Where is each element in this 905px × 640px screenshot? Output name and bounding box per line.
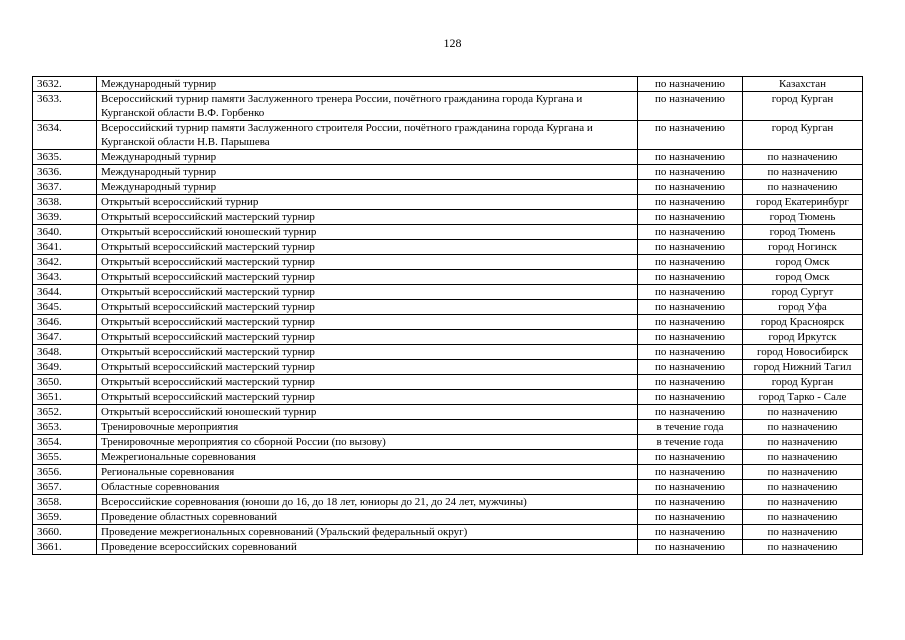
event-place: город Омск [743,255,863,270]
row-number: 3640. [33,225,97,240]
event-place: по назначению [743,150,863,165]
table-row [33,195,863,210]
table-row [33,240,863,255]
event-date: по назначению [638,180,743,195]
event-name: Открытый всероссийский мастерский турнир [97,270,638,285]
row-number: 3639. [33,210,97,225]
row-number: 3660. [33,525,97,540]
event-name: Открытый всероссийский мастерский турнир [97,210,638,225]
row-number: 3649. [33,360,97,375]
event-date: в течение года [638,420,743,435]
row-number: 3652. [33,405,97,420]
event-place: по назначению [743,480,863,495]
event-name: Открытый всероссийский мастерский турнир [97,330,638,345]
event-place: город Курган [743,121,863,150]
row-number: 3656. [33,465,97,480]
table-row [33,465,863,480]
table-row [33,255,863,270]
event-date: по назначению [638,525,743,540]
table-row [33,495,863,510]
event-place: город Тюмень [743,225,863,240]
event-date: по назначению [638,360,743,375]
event-place: по назначению [743,510,863,525]
table-row [33,405,863,420]
table-row [33,300,863,315]
event-place: по назначению [743,405,863,420]
table-row [33,121,863,150]
row-number: 3651. [33,390,97,405]
row-number: 3641. [33,240,97,255]
event-place: город Иркутск [743,330,863,345]
event-name: Областные соревнования [97,480,638,495]
row-number: 3632. [33,77,97,92]
table-row [33,390,863,405]
event-name: Открытый всероссийский юношеский турнир [97,405,638,420]
event-place: по назначению [743,450,863,465]
table-row [33,525,863,540]
event-place: по назначению [743,495,863,510]
row-number: 3645. [33,300,97,315]
event-place: город Екатеринбург [743,195,863,210]
event-name: Всероссийский турнир памяти Заслуженного тренера России, почётного гражданина города Кургана и Курганской области В.Ф. Горбенко [97,92,638,121]
table-row [33,77,863,92]
table-row [33,270,863,285]
event-date: по назначению [638,210,743,225]
table-row [33,315,863,330]
event-date: по назначению [638,165,743,180]
row-number: 3636. [33,165,97,180]
event-name: Проведение всероссийских соревнований [97,540,638,555]
event-date: по назначению [638,345,743,360]
event-date: по назначению [638,405,743,420]
event-name: Открытый всероссийский мастерский турнир [97,255,638,270]
event-name: Международный турнир [97,77,638,92]
event-date: по назначению [638,195,743,210]
event-date: по назначению [638,375,743,390]
row-number: 3633. [33,92,97,121]
table-row [33,285,863,300]
event-date: по назначению [638,300,743,315]
event-name: Тренировочные мероприятия со сборной России (по вызову) [97,435,638,450]
event-place: город Новосибирск [743,345,863,360]
table-row [33,360,863,375]
table-row [33,225,863,240]
row-number: 3658. [33,495,97,510]
row-number: 3635. [33,150,97,165]
table-row [33,330,863,345]
event-date: по назначению [638,480,743,495]
event-place: город Сургут [743,285,863,300]
table-row [33,375,863,390]
event-date: по назначению [638,390,743,405]
table-row [33,150,863,165]
event-date: по назначению [638,450,743,465]
event-place: город Курган [743,92,863,121]
row-number: 3634. [33,121,97,150]
event-date: по назначению [638,240,743,255]
event-date: по назначению [638,225,743,240]
event-name: Открытый всероссийский мастерский турнир [97,375,638,390]
event-name: Региональные соревнования [97,465,638,480]
event-date: по назначению [638,150,743,165]
event-place: город Красноярск [743,315,863,330]
event-name: Проведение межрегиональных соревнований (Уральский федеральный округ) [97,525,638,540]
event-place: город Тарко - Сале [743,390,863,405]
row-number: 3659. [33,510,97,525]
event-name: Международный турнир [97,180,638,195]
event-date: по назначению [638,255,743,270]
events-table-body [33,77,863,555]
row-number: 3637. [33,180,97,195]
table-row [33,510,863,525]
row-number: 3648. [33,345,97,360]
event-name: Открытый всероссийский мастерский турнир [97,390,638,405]
table-row [33,345,863,360]
event-name: Международный турнир [97,165,638,180]
row-number: 3655. [33,450,97,465]
event-place: Казахстан [743,77,863,92]
event-name: Открытый всероссийский мастерский турнир [97,315,638,330]
row-number: 3650. [33,375,97,390]
event-date: по назначению [638,495,743,510]
event-name: Открытый всероссийский мастерский турнир [97,345,638,360]
event-date: по назначению [638,270,743,285]
row-number: 3644. [33,285,97,300]
row-number: 3647. [33,330,97,345]
row-number: 3642. [33,255,97,270]
event-date: по назначению [638,315,743,330]
event-place: по назначению [743,180,863,195]
table-row [33,92,863,121]
event-name: Открытый всероссийский мастерский турнир [97,285,638,300]
table-row [33,210,863,225]
event-place: по назначению [743,465,863,480]
event-date: по назначению [638,285,743,300]
table-row [33,450,863,465]
event-name: Проведение областных соревнований [97,510,638,525]
event-place: по назначению [743,540,863,555]
table-row [33,165,863,180]
event-place: город Омск [743,270,863,285]
table-row [33,435,863,450]
event-place: по назначению [743,525,863,540]
table-row [33,180,863,195]
event-name: Открытый всероссийский юношеский турнир [97,225,638,240]
event-name: Всероссийские соревнования (юноши до 16, до 18 лет, юниоры до 21, до 24 лет, мужчины) [97,495,638,510]
event-place: по назначению [743,420,863,435]
event-place: город Уфа [743,300,863,315]
event-place: по назначению [743,435,863,450]
event-date: по назначению [638,77,743,92]
table-row [33,540,863,555]
event-date: по назначению [638,465,743,480]
event-name: Открытый всероссийский мастерский турнир [97,300,638,315]
row-number: 3661. [33,540,97,555]
row-number: 3653. [33,420,97,435]
event-place: город Тюмень [743,210,863,225]
event-date: по назначению [638,510,743,525]
event-name: Тренировочные мероприятия [97,420,638,435]
event-place: город Нижний Тагил [743,360,863,375]
event-date: по назначению [638,92,743,121]
row-number: 3654. [33,435,97,450]
event-date: по назначению [638,540,743,555]
table-row [33,420,863,435]
event-name: Всероссийский турнир памяти Заслуженного строителя России, почётного гражданина города Кургана и Курганской области Н.В. Парышева [97,121,638,150]
event-date: по назначению [638,121,743,150]
row-number: 3643. [33,270,97,285]
event-name: Открытый всероссийский мастерский турнир [97,360,638,375]
event-name: Открытый всероссийский мастерский турнир [97,240,638,255]
row-number: 3657. [33,480,97,495]
events-table [32,76,863,555]
row-number: 3646. [33,315,97,330]
event-date: в течение года [638,435,743,450]
page-number: 128 [443,36,462,50]
event-name: Открытый всероссийский турнир [97,195,638,210]
event-date: по назначению [638,330,743,345]
row-number: 3638. [33,195,97,210]
table-row [33,480,863,495]
event-place: город Курган [743,375,863,390]
event-place: город Ногинск [743,240,863,255]
event-name: Межрегиональные соревнования [97,450,638,465]
event-place: по назначению [743,165,863,180]
event-name: Международный турнир [97,150,638,165]
